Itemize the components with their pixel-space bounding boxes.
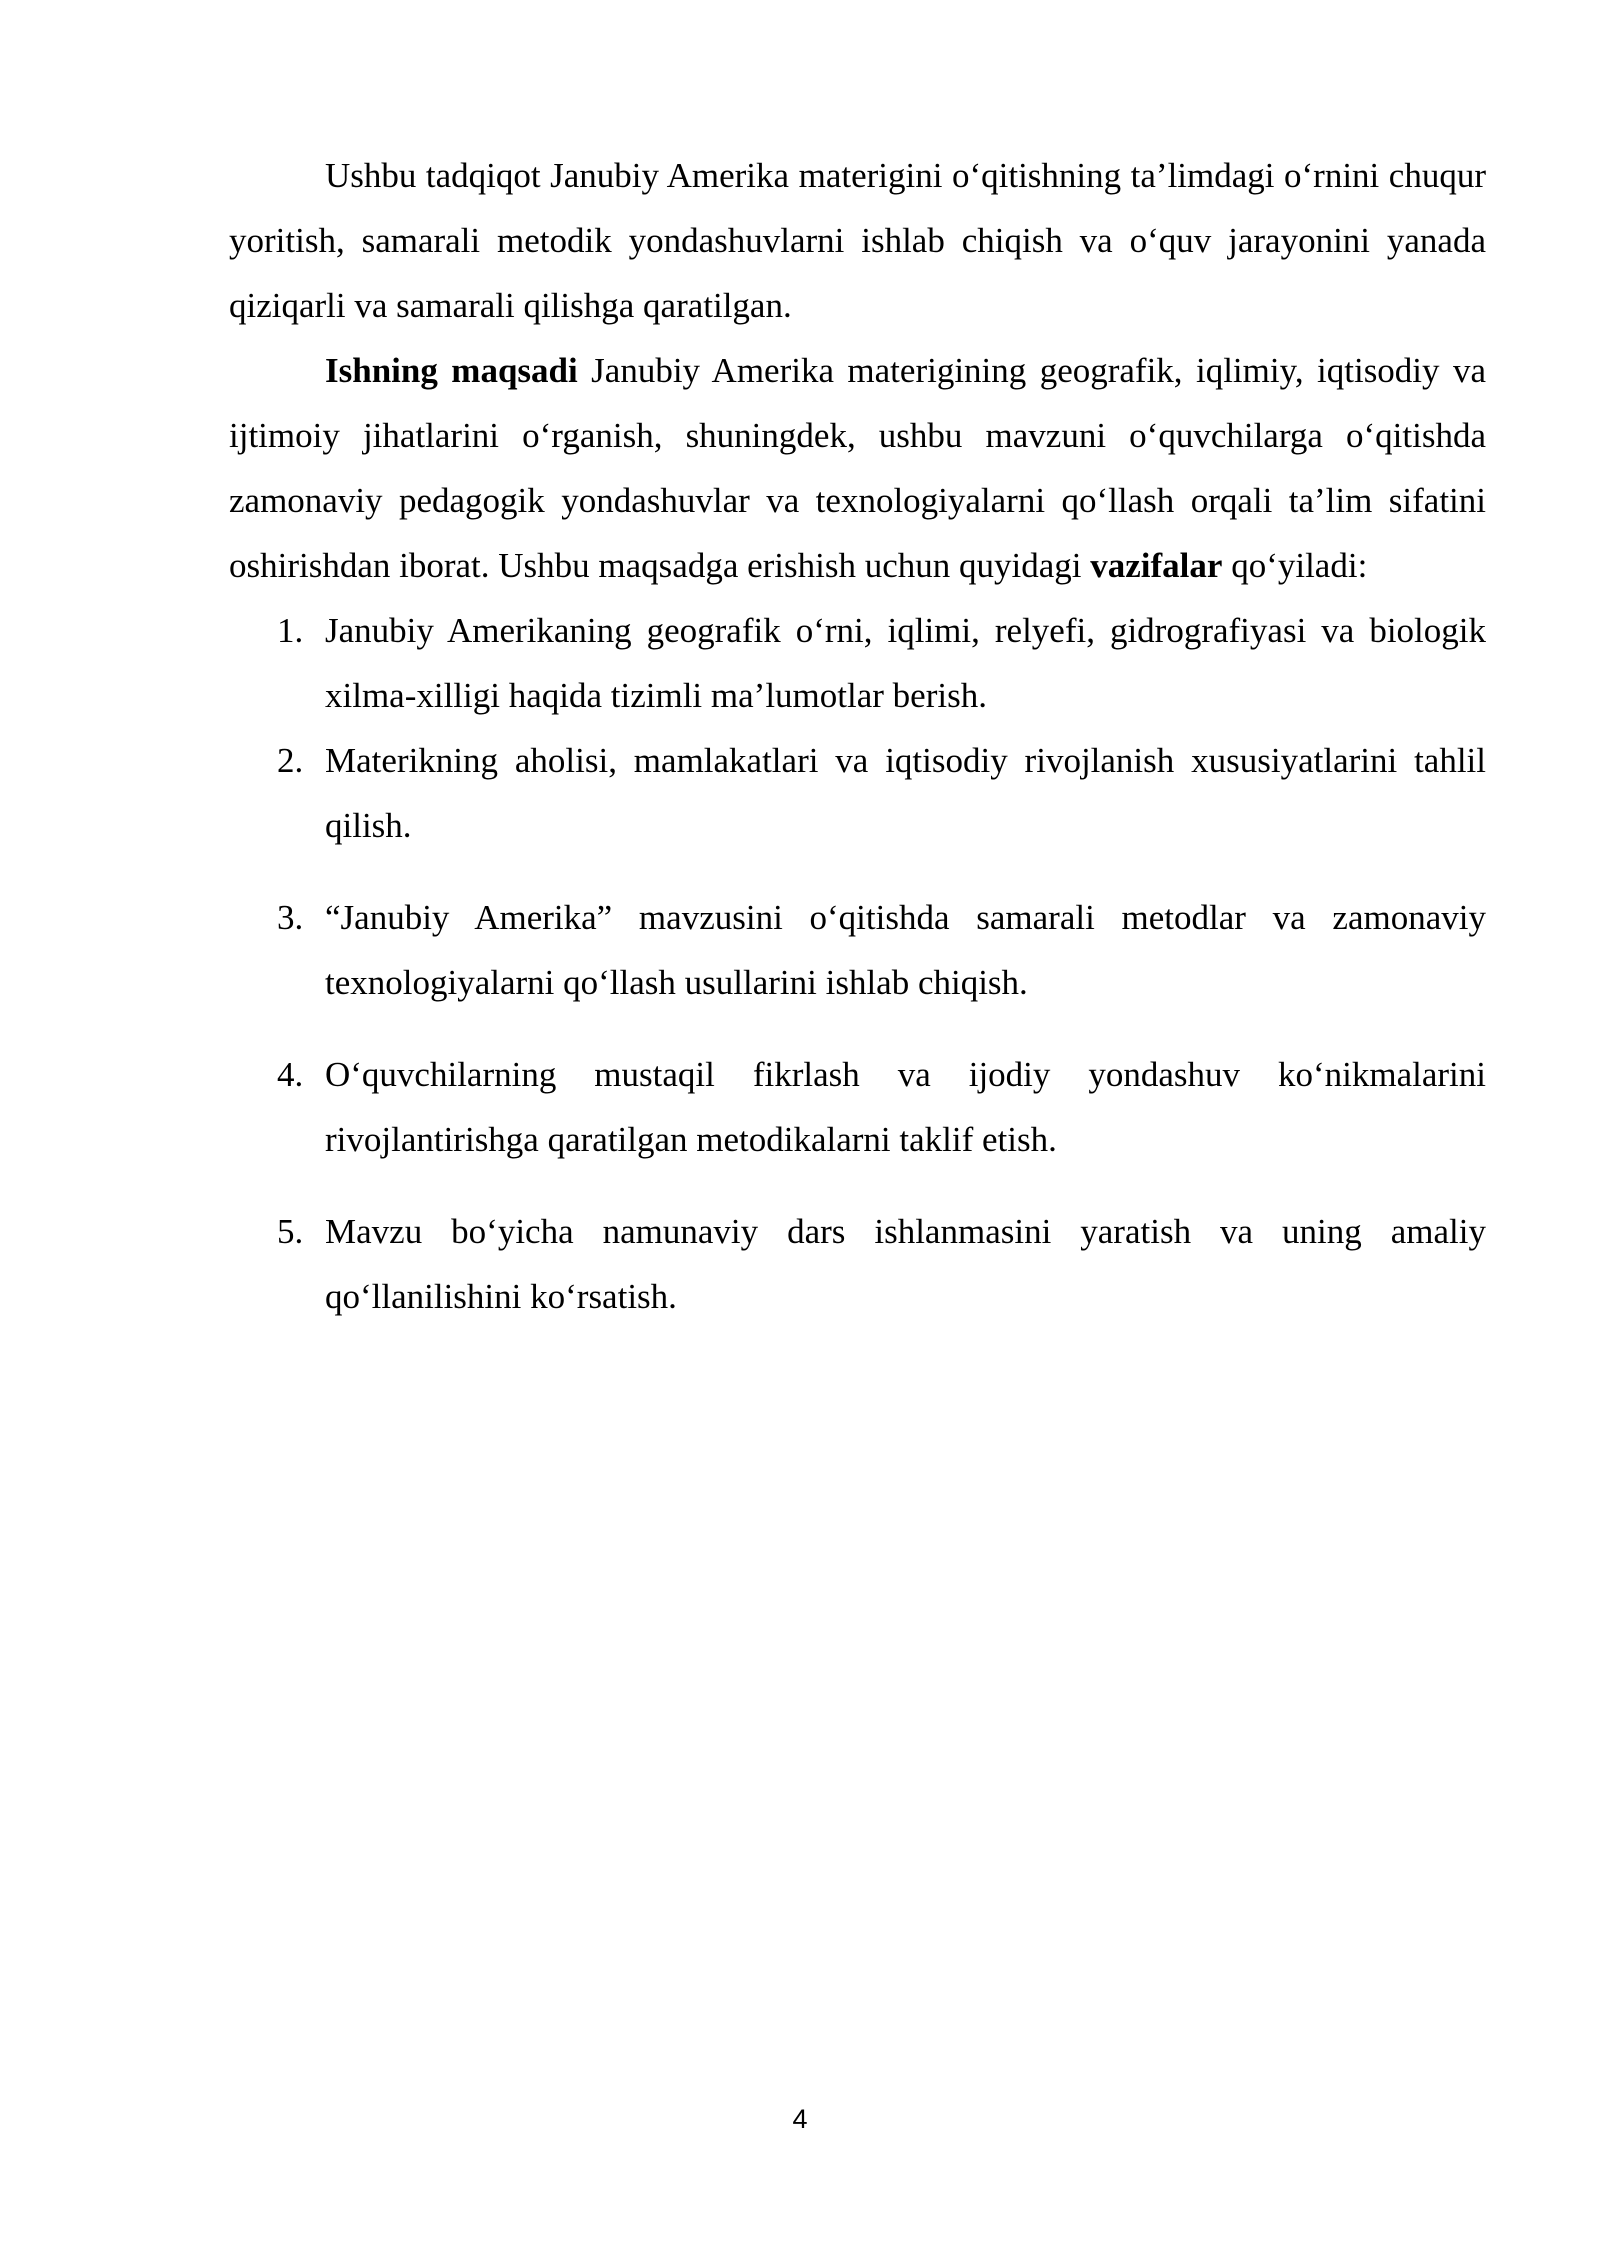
task-number: 4. [277, 1055, 304, 1094]
tasks-suffix: qo‘yiladi: [1222, 546, 1368, 585]
task-number: 3. [277, 898, 304, 937]
task-number: 5. [277, 1212, 304, 1251]
task-item [229, 885, 1486, 1015]
task-text: O‘quvchilarning mustaqil fikrlash va ijodiy yondashuv ko‘nikmalarini rivojlantirishga qaratilgan metodikalarni taklif etish. [325, 1055, 1486, 1159]
task-number: 1. [277, 611, 304, 650]
task-item [229, 1042, 1486, 1172]
page-number: 4 [792, 2104, 808, 2134]
goal-label: Ishning maqsadi [325, 351, 578, 390]
goal-paragraph [229, 338, 1486, 598]
task-item [229, 728, 1486, 858]
task-number: 2. [277, 741, 304, 780]
intro-paragraph: Ushbu tadqiqot Janubiy Amerika materigini o‘qitishning ta’limdagi o‘rnini chuqur yoritish, samarali metodik yondashuvlarni ishlab chiqish va o‘quv jarayonini yanada qiziqarli va samarali qilishga qaratilgan. [229, 156, 1486, 325]
task-item [229, 1199, 1486, 1329]
task-list [229, 598, 1486, 1329]
tasks-label: vazifalar [1090, 546, 1223, 585]
task-text: Materikning aholisi, mamlakatlari va iqtisodiy rivojlanish xususiyatlarini tahlil qilish. [325, 741, 1486, 845]
document-body [229, 143, 1486, 1329]
goal-text: Janubiy Amerika materigining geografik, iqlimiy, iqtisodiy va ijtimoiy jihatlarini o‘rganish, shuningdek, ushbu mavzuni o‘quvchilarga o‘qitishda zamonaviy pedagogik yondashuvlar va texnologiyalarni qo‘llash orqali ta’lim sifatini oshirishdan iborat. Ushbu maqsadga erishish uchun quyidagi [229, 351, 1487, 585]
task-item [229, 598, 1486, 728]
task-text: Janubiy Amerikaning geografik o‘rni, iqlimi, relyefi, gidrografiyasi va biologik xilma-xilligi haqida tizimli ma’lumotlar berish. [325, 611, 1486, 715]
task-text: Mavzu bo‘yicha namunaviy dars ishlanmasini yaratish va uning amaliy qo‘llanilishini ko‘rsatish. [325, 1212, 1486, 1316]
task-text: “Janubiy Amerika” mavzusini o‘qitishda samarali metodlar va zamonaviy texnologiyalarni qo‘llash usullarini ishlab chiqish. [325, 898, 1486, 1002]
